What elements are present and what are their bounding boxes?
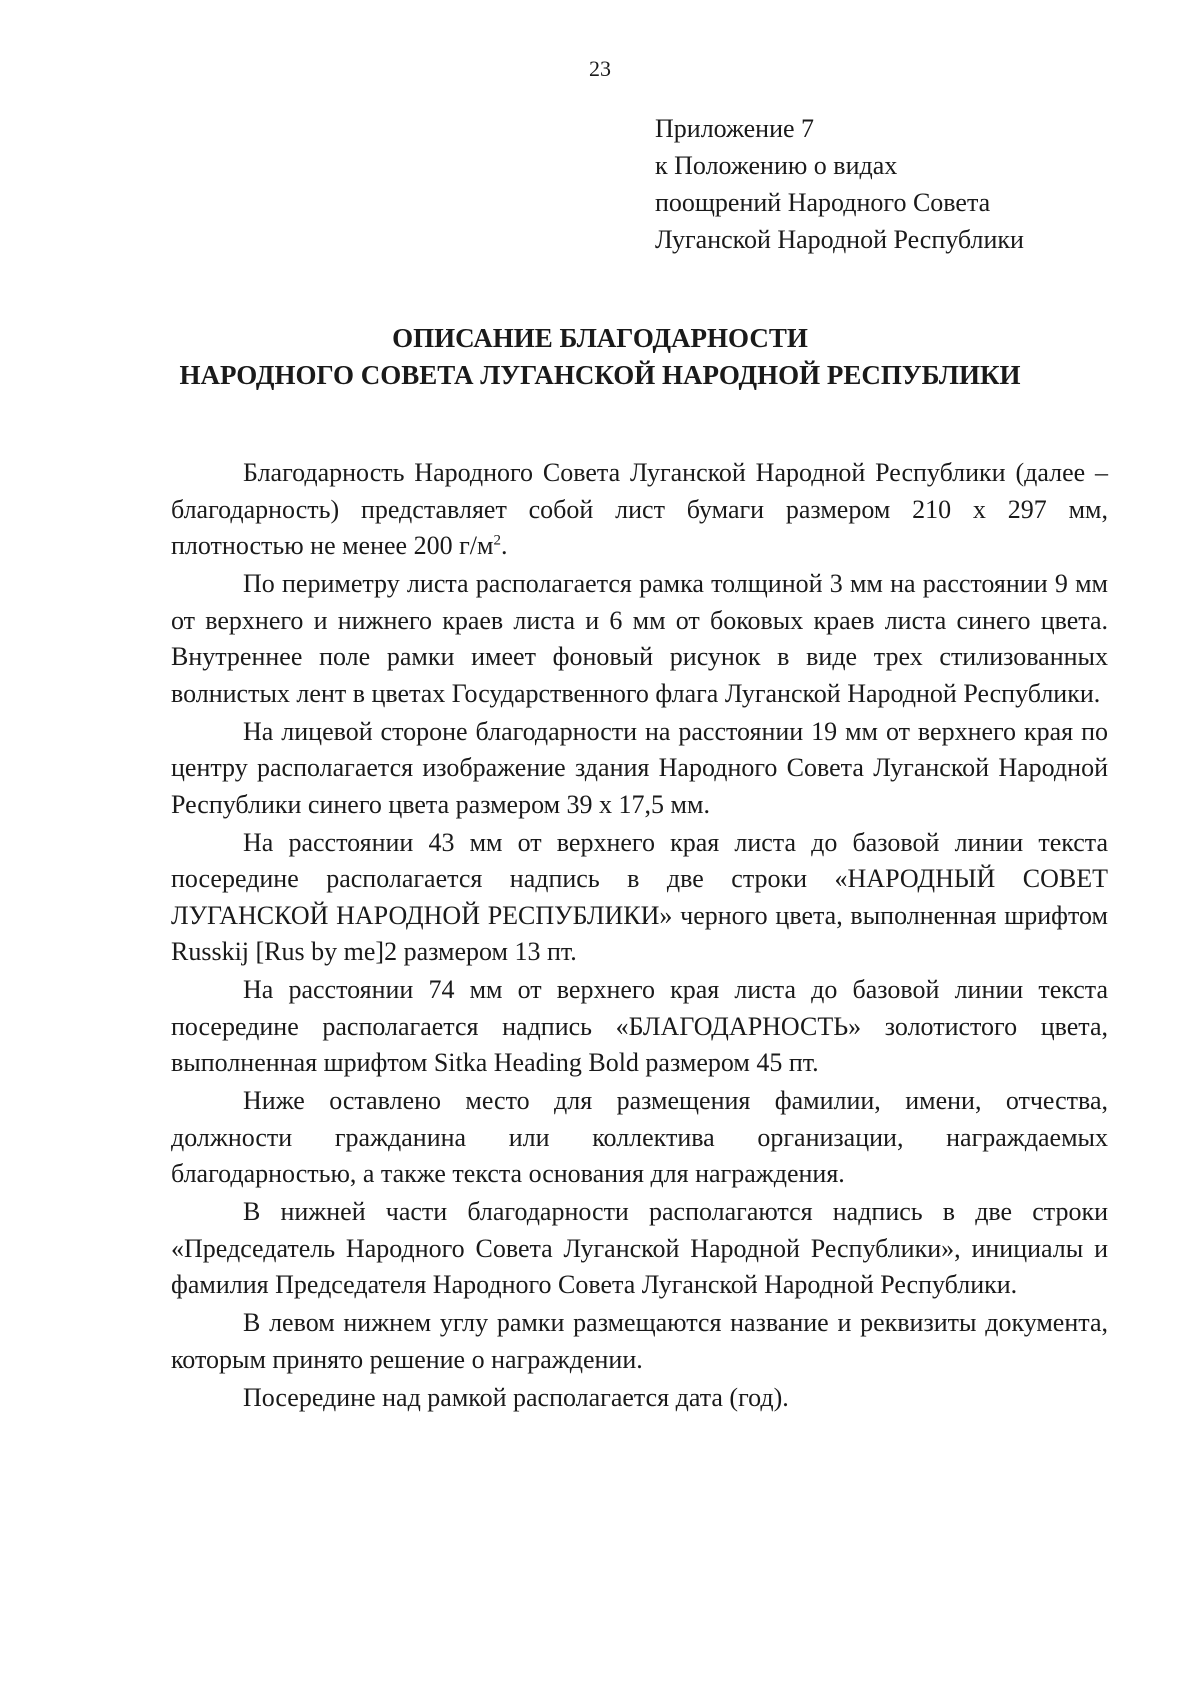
paragraph-frame: По периметру листа располагается рамка толщиной 3 мм на расстоянии 9 мм от верхнего и нижнего краев листа и 6 мм от боковых краев листа синего цвета. Внутреннее поле рамки имеет фоновый рисунок в виде трех стилизованных волнистых лент в цветах Государственного флага Луганской Народной Республики. <box>171 569 1108 708</box>
paragraph-building-image: На лицевой стороне благодарности на расстоянии 19 мм от верхнего края по центру располагается изображение здания Народного Совета Луганской Народной Республики синего цвета размером 39 х 17,5 мм. <box>171 716 1108 819</box>
appendix-line: Приложение 7 <box>655 114 815 143</box>
paragraph-text: Благодарность Народного Совета Луганской Народной Республики (далее – благодарность) представляет собой лист бумаги размером 210 х 297 мм, плотностью не менее 200 г/м <box>171 458 1108 560</box>
document-title-line: ОПИСАНИЕ БЛАГОДАРНОСТИ <box>392 323 808 353</box>
paragraph-council-inscription: На расстоянии 43 мм от верхнего края листа до базовой линии текста посередине располагается надпись в две строки «НАРОДНЫЙ СОВЕТ ЛУГАНСКОЙ НАРОДНОЙ РЕСПУБЛИКИ» черного цвета, выполненная шрифтом Russkij [Rus by me]2 размером 13 пт. <box>171 827 1108 966</box>
document-title <box>0 320 1200 394</box>
paragraph-text: . <box>500 531 508 560</box>
appendix-line: поощрений Народного Совета <box>655 188 991 217</box>
appendix-reference <box>655 110 1135 258</box>
page-number: 23 <box>589 56 611 81</box>
document-title-line: НАРОДНОГО СОВЕТА ЛУГАНСКОЙ НАРОДНОЙ РЕСПУБЛИКИ <box>179 360 1021 390</box>
paragraph-recipient-space: Ниже оставлено место для размещения фамилии, имени, отчества, должности гражданина или коллектива организации, награждаемых благодарностью, а также текста основания для награждения. <box>171 1086 1108 1188</box>
appendix-line: к Положению о видах <box>655 151 898 180</box>
paragraph-date: Посередине над рамкой располагается дата (год). <box>243 1382 789 1412</box>
paragraph-document-details: В левом нижнем углу рамки размещаются название и реквизиты документа, которым принято решение о награждении. <box>171 1308 1108 1374</box>
paragraph-gratitude-inscription: На расстоянии 74 мм от верхнего края листа до базовой линии текста посередине располагается надпись «БЛАГОДАРНОСТЬ» золотистого цвета, выполненная шрифтом Sitka Heading Bold размером 45 пт. <box>171 975 1108 1077</box>
appendix-line: Луганской Народной Республики <box>655 225 1024 254</box>
paragraph-size-density <box>171 455 1108 565</box>
superscript: 2 <box>493 532 501 549</box>
paragraph-chairman-signature: В нижней части благодарности располагаются надпись в две строки «Председатель Народного Совета Луганской Народной Республики», инициалы и фамилия Председателя Народного Совета Луганской Народной Республики. <box>171 1197 1108 1299</box>
document-body <box>171 455 1108 1418</box>
